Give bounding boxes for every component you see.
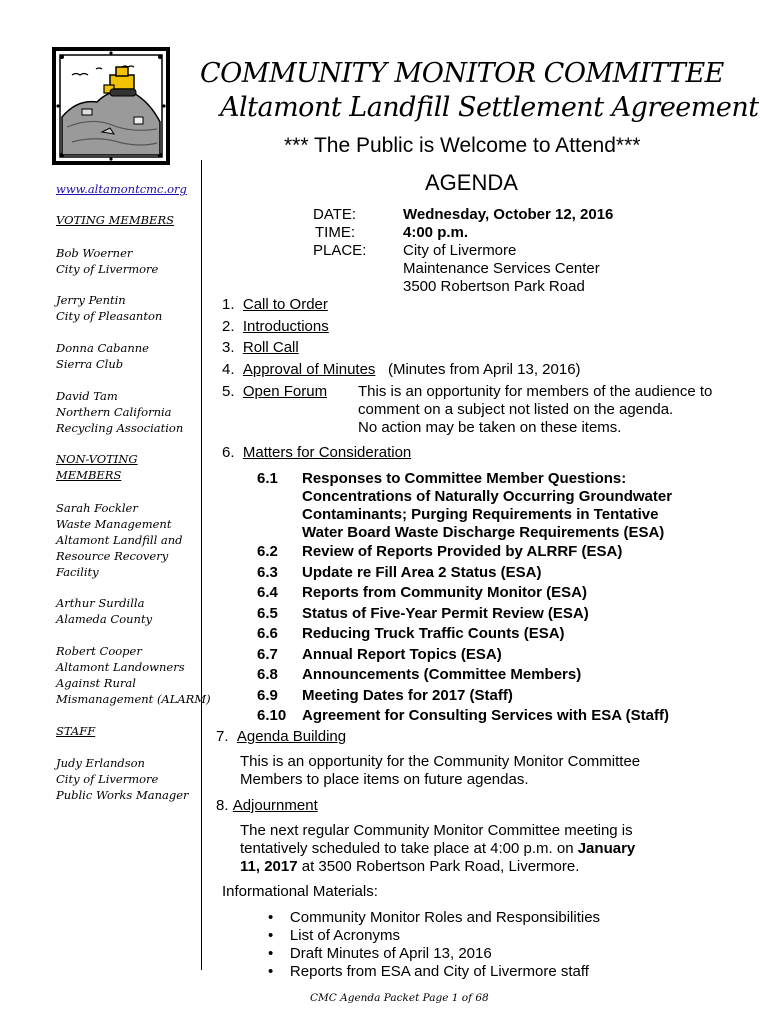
staff-member: Judy Erlandson City of Livermore Public Works Manager (56, 756, 189, 802)
place-value: City of Livermore Maintenance Services Center 3500 Robertson Park Road (403, 242, 600, 295)
agenda-item-3: 3. Roll Call (222, 339, 299, 356)
landfill-logo-image (52, 47, 170, 165)
agreement-subtitle: Altamont Landfill Settlement Agreement (220, 92, 759, 123)
voting-member: Bob Woerner City of Livermore (56, 246, 159, 276)
nonvoting-member: Robert Cooper Altamont Landowners Against Rural Mismanagement (ALARM) (56, 644, 211, 706)
sub-item-number: 6.1 (257, 470, 278, 487)
place-label: PLACE: (313, 242, 367, 259)
list-item: • Community Monitor Roles and Responsibilities (268, 909, 601, 926)
sub-item-number: 6.8 (257, 666, 278, 683)
sub-item-text: Reducing Truck Traffic Counts (ESA) (302, 625, 565, 642)
time-value: 4:00 p.m. (403, 224, 469, 241)
time-label: TIME: (315, 224, 355, 241)
open-forum-note: This is an opportunity for members of the audience to comment on a subject not listed on the agenda. No action may be taken on these items. (358, 383, 713, 436)
list-item: • Reports from ESA and City of Livermore staff (268, 963, 589, 980)
nonvoting-member: Sarah Fockler Waste Management Altamont Landfill and Resource Recovery Facility (56, 501, 183, 579)
website-link[interactable]: www.altamontcmc.org (56, 182, 187, 196)
list-item: • List of Acronyms (268, 927, 400, 944)
agenda-item-7: 7. Agenda Building (216, 728, 347, 745)
voting-member: David Tam Northern California Recycling Association (56, 389, 184, 435)
sub-item-text: Responses to Committee Member Questions: Concentrations of Naturally Occurring Groundwater Contaminants; Purging Requirements in Tentative Water Board Waste Discharge Requirements (ESA) (302, 470, 673, 541)
staff-heading: STAFF (56, 724, 96, 738)
sub-item-text: Annual Report Topics (ESA) (302, 646, 502, 663)
date-label: DATE: (313, 206, 357, 223)
voting-member: Donna Cabanne Sierra Club (56, 341, 149, 371)
sub-item-text: Agreement for Consulting Services with ESA (Staff) (302, 707, 669, 724)
sub-item-number: 6.6 (257, 625, 278, 642)
sub-item-number: 6.5 (257, 605, 278, 622)
date-value: Wednesday, October 12, 2016 (403, 206, 614, 223)
voting-members-heading: VOTING MEMBERS (56, 213, 174, 227)
informational-heading: Informational Materials: (222, 883, 378, 900)
agenda-building-note: This is an opportunity for the Community Monitor Committee Members to place items on future agendas. (240, 753, 641, 788)
sub-item-number: 6.4 (257, 584, 278, 601)
adjournment-note: The next regular Community Monitor Committee meeting is tentatively scheduled to take place at 4:00 p.m. on January 11, 2017 at 3500 Robertson Park Road, Livermore. (240, 822, 636, 875)
nonvoting-members-heading: NON-VOTING MEMBERS (56, 452, 138, 482)
sub-item-text: Status of Five-Year Permit Review (ESA) (302, 605, 589, 622)
sub-item-text: Review of Reports Provided by ALRRF (ESA) (302, 543, 623, 560)
agenda-item-8: 8. Adjournment (216, 797, 318, 814)
sub-item-text: Announcements (Committee Members) (302, 666, 582, 683)
sub-item-text: Update re Fill Area 2 Status (ESA) (302, 564, 542, 581)
committee-title: COMMUNITY MONITOR COMMITTEE (200, 58, 724, 89)
informational-list (268, 909, 600, 981)
agenda-item-1: 1. Call to Order (222, 296, 328, 313)
sub-item-number: 6.3 (257, 564, 278, 581)
agenda-item-4: 4. Approval of Minutes (Minutes from April 13, 2016) (222, 361, 581, 378)
page-footer: CMC Agenda Packet Page 1 of 68 (310, 992, 489, 1004)
sub-item-number: 6.9 (257, 687, 278, 704)
agenda-item-5: 5. Open Forum (222, 383, 328, 400)
agenda-item-2: 2. Introductions (222, 318, 329, 335)
nonvoting-member: Arthur Surdilla Alameda County (56, 596, 153, 626)
sub-item-text: Meeting Dates for 2017 (Staff) (302, 687, 513, 704)
public-welcome-banner: *** The Public is Welcome to Attend*** (284, 134, 641, 157)
agenda-heading: AGENDA (425, 170, 518, 195)
voting-member: Jerry Pentin City of Pleasanton (56, 293, 163, 323)
sub-item-text: Reports from Community Monitor (ESA) (302, 584, 587, 601)
list-item: • Draft Minutes of April 13, 2016 (268, 945, 492, 962)
agenda-item-6: 6. Matters for Consideration (222, 444, 412, 461)
sub-item-number: 6.10 (257, 707, 287, 724)
sub-item-number: 6.7 (257, 646, 278, 663)
sidebar-divider (201, 160, 202, 970)
sub-item-number: 6.2 (257, 543, 278, 560)
